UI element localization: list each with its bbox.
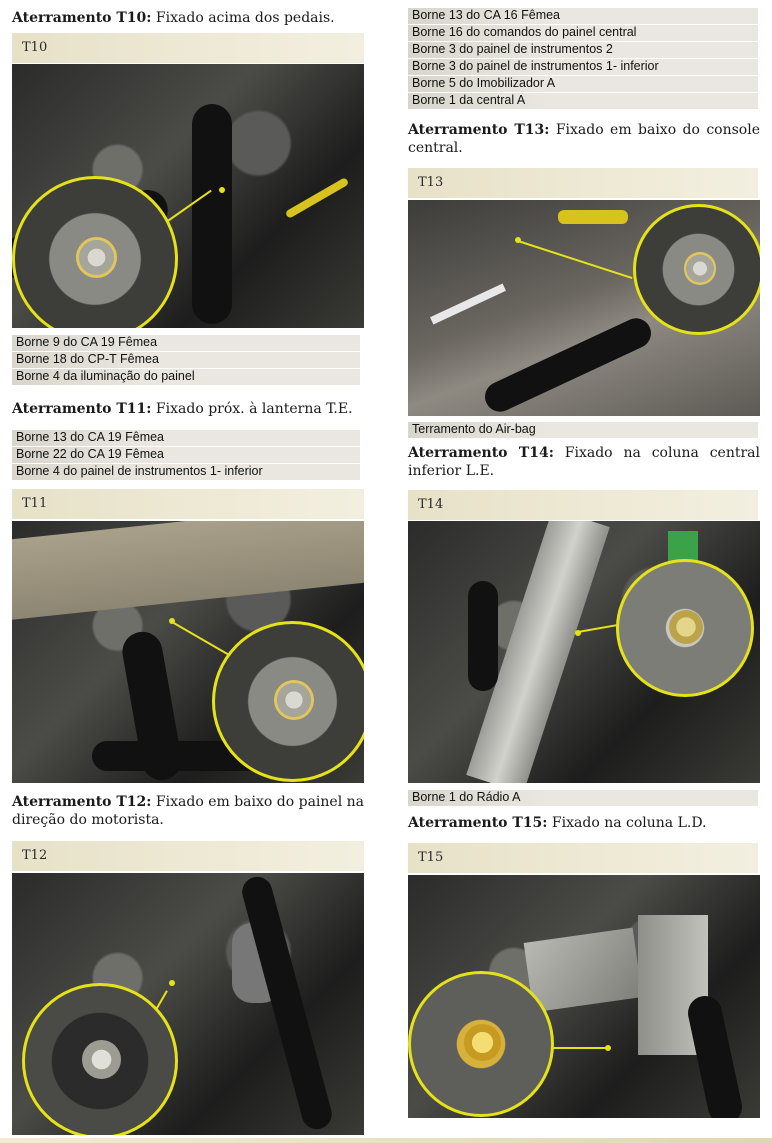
heading-t10: [12, 9, 364, 27]
zoom-circle-t15: [408, 971, 554, 1117]
heading-t12-rest: Fixado em baixo do painel na direção do motorista.: [12, 794, 364, 828]
heading-t14-bold: Aterramento T14:: [408, 445, 554, 461]
borne-item: Borne 4 da iluminação do painel: [12, 369, 360, 385]
photo-t12: [12, 873, 364, 1135]
borne-list-t10: [12, 335, 360, 386]
caption-t10: T10: [12, 33, 364, 63]
zoom-circle-t14: [616, 559, 754, 697]
caption-t11: T11: [12, 489, 364, 519]
heading-t13-bold: Aterramento T13:: [408, 122, 550, 138]
borne-item: Borne 1 da central A: [408, 93, 758, 109]
heading-t15-rest: Fixado na coluna L.D.: [547, 815, 707, 831]
heading-t10-bold: Aterramento T10:: [12, 10, 152, 26]
borne-item: Borne 1 do Rádio A: [408, 790, 758, 806]
caption-t13: T13: [408, 168, 758, 198]
borne-item: Borne 16 do comandos do painel central: [408, 25, 758, 41]
heading-t11-bold: Aterramento T11:: [12, 401, 152, 417]
heading-t10-rest: Fixado acima dos pedais.: [151, 10, 335, 26]
borne-item: Borne 3 do painel de instrumentos 2: [408, 42, 758, 58]
photo-t13: [408, 200, 760, 416]
caption-t14: T14: [408, 490, 758, 520]
heading-t13-rest: Fixado em baixo do console central.: [408, 122, 760, 156]
borne-item: Terramento do Air-bag: [408, 422, 758, 438]
borne-item: Borne 13 do CA 19 Fêmea: [12, 430, 360, 446]
borne-item: Borne 3 do painel de instrumentos 1- inferior: [408, 59, 758, 75]
photo-t10: [12, 64, 364, 328]
photo-t15: [408, 875, 760, 1118]
borne-item: Borne 9 do CA 19 Fêmea: [12, 335, 360, 351]
zoom-circle-t12: [22, 983, 178, 1135]
photo-t11: [12, 521, 364, 783]
borne-list-t14: [408, 790, 758, 807]
borne-item: Borne 22 do CA 19 Fêmea: [12, 447, 360, 463]
heading-t12-bold: Aterramento T12:: [12, 794, 152, 810]
heading-t12: [12, 793, 364, 829]
zoom-circle-t13: [633, 204, 760, 335]
heading-t14: [408, 444, 760, 480]
borne-list-top: [408, 8, 758, 110]
borne-list-t13: [408, 422, 758, 439]
heading-t15-bold: Aterramento T15:: [408, 815, 548, 831]
caption-t15: T15: [408, 843, 758, 873]
heading-t11: [12, 400, 364, 418]
bottom-rule: [0, 1138, 772, 1143]
borne-list-t11: [12, 430, 360, 481]
zoom-circle-t10: [12, 176, 178, 328]
photo-t14: [408, 521, 760, 783]
heading-t13: [408, 121, 760, 157]
borne-item: Borne 5 do Imobilizador A: [408, 76, 758, 92]
borne-item: Borne 18 do CP-T Fêmea: [12, 352, 360, 368]
borne-item: Borne 4 do painel de instrumentos 1- inferior: [12, 464, 360, 480]
zoom-circle-t11: [212, 621, 364, 782]
borne-item: Borne 13 do CA 16 Fêmea: [408, 8, 758, 24]
heading-t11-rest: Fixado próx. à lanterna T.E.: [151, 401, 353, 417]
caption-t12: T12: [12, 841, 364, 871]
heading-t14-rest: Fixado na coluna central inferior L.E.: [408, 445, 760, 479]
heading-t15: [408, 814, 760, 832]
